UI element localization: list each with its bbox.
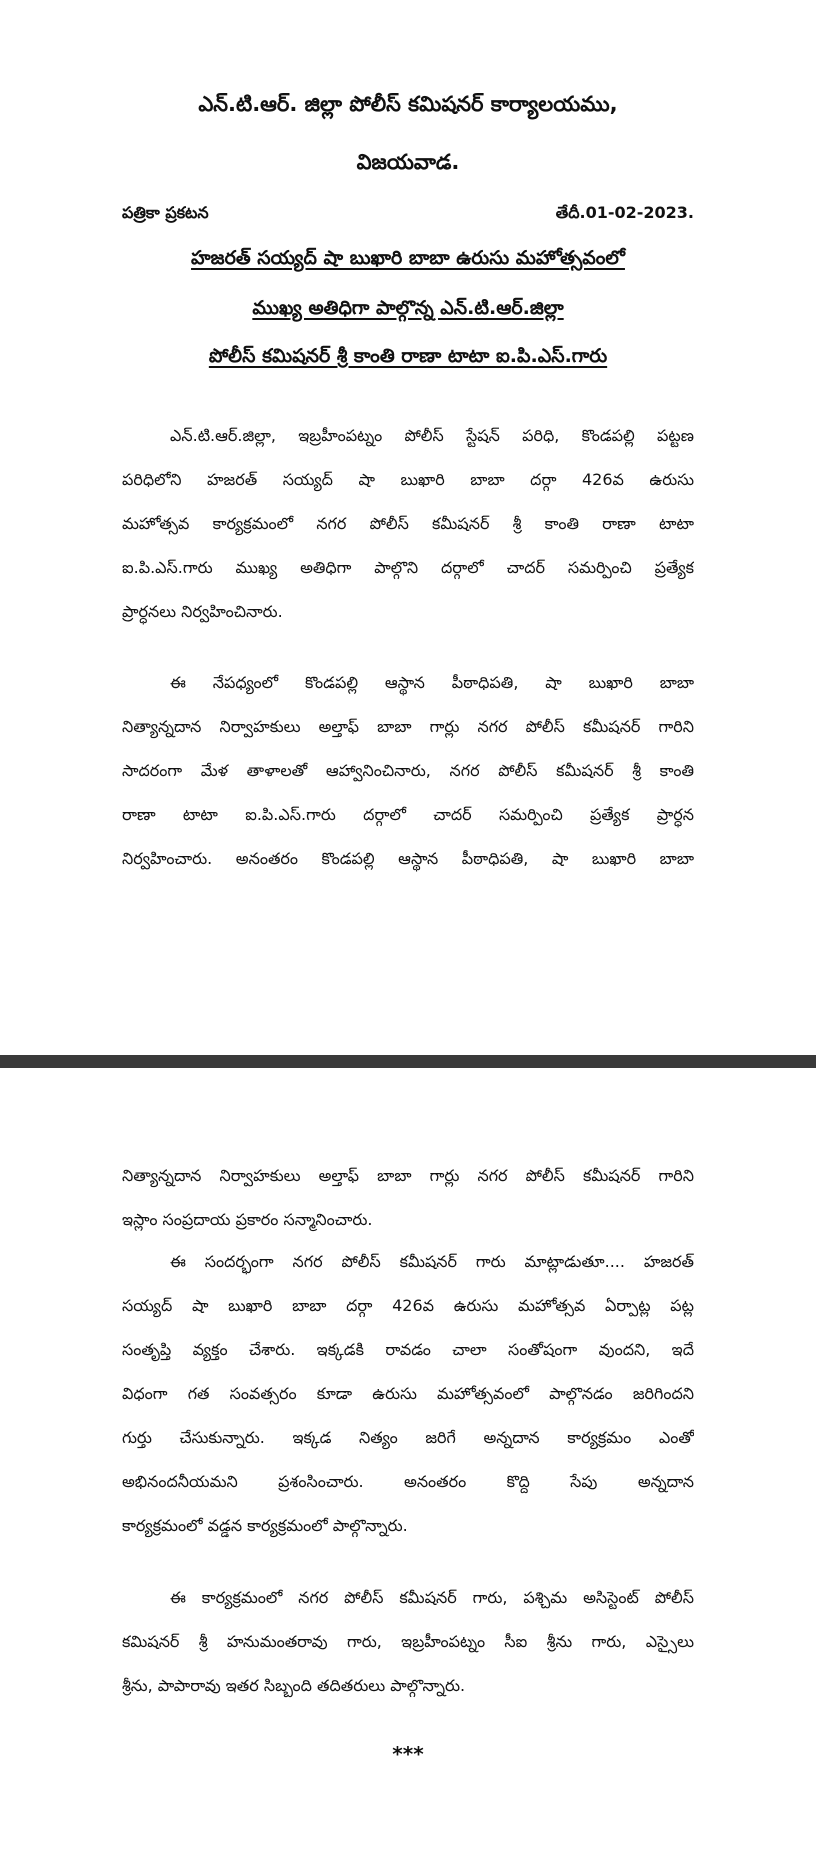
para-line: అభినందనీయమని ప్రశంసించారు. అనంతరం కొద్ది సేపు అన్నదాన <box>122 1472 694 1491</box>
para-line: శ్రీను, పాపారావు ఇతర సిబ్బంది తదితరులు పాల్గొన్నారు. <box>122 1676 466 1695</box>
headline-line-3: పోలీస్ కమిషనర్ శ్రీ కాంతి రాణా టాటా ఐ.పి.ఎస్.గారు <box>208 345 608 367</box>
para-line: సయ్యద్ షా బుఖారి బాబా దర్గా 426వ ఉరుసు మహోత్సవ ఏర్పాట్ల పట్ల <box>122 1296 694 1315</box>
para-line: ఈ సందర్భంగా నగర పోలీస్ కమీషనర్ గారు మాట్లాడుతూ.... హజరత్ <box>170 1252 694 1271</box>
paragraph-1 <box>122 414 694 634</box>
page-separator <box>0 1055 816 1068</box>
paragraph-5 <box>122 1576 694 1708</box>
para-line: ఇస్లాం సంప్రదాయ ప్రకారం సన్మానించారు. <box>122 1210 373 1229</box>
para-line: ఐ.పి.ఎస్.గారు ముఖ్య అతిధిగా పాల్గొని దర్గాలో చాదర్ సమర్పించి ప్రత్యేక <box>122 558 694 577</box>
para-line: పరిధిలోని హజరత్ సయ్యద్ షా బుఖారి బాబా దర్గా 426వ ఉరుసు <box>122 470 694 489</box>
end-marker: *** <box>392 1742 424 1766</box>
para-line: సాదరంగా మేళ తాళాలతో ఆహ్వానించినారు, నగర పోలీస్ కమీషనర్ శ్రీ కాంతి <box>122 761 694 780</box>
headline-line-2: ముఖ్య అతిధిగా పాల్గొన్న ఎన్.టి.ఆర్.జిల్లా <box>252 297 564 319</box>
para-line: మహోత్సవ కార్యక్రమంలో నగర పోలీస్ కమీషనర్ శ్రీ కాంతి రాణా టాటా <box>122 514 694 533</box>
paragraph-3 <box>122 1154 694 1242</box>
para-line: గుర్తు చేసుకున్నారు. ఇక్కడ నిత్యం జరిగే అన్నదాన కార్యక్రమం ఎంతో <box>122 1428 694 1447</box>
para-line: నిత్యాన్నదాన నిర్వాహకులు అల్తాఫ్ బాబా గార్లు నగర పోలీస్ కమీషనర్ గారిని <box>122 1166 694 1185</box>
para-line: కార్యక్రమంలో వడ్డన కార్యక్రమంలో పాల్గొన్నారు. <box>122 1516 408 1535</box>
press-release-label: పత్రికా ప్రకటన <box>122 203 209 222</box>
meta-row <box>122 203 694 226</box>
para-line: కమిషనర్ శ్రీ హనుమంతరావు గారు, ఇబ్రహీంపట్నం సీఐ శ్రీను గారు, ఎస్సైలు <box>122 1632 694 1651</box>
para-line: సంతృప్తి వ్యక్తం చేశారు. ఇక్కడకి రావడం చాలా సంతోషంగా వుందని, ఇదే <box>122 1340 694 1359</box>
office-title: ఎన్.టి.ఆర్. జిల్లా పోలీస్ కమిషనర్ కార్యాలయము, <box>198 92 618 116</box>
para-line: ప్రార్ధనలు నిర్వహించినారు. <box>122 602 283 621</box>
paragraph-2 <box>122 661 694 881</box>
office-city: విజయవాడ. <box>356 150 460 174</box>
para-line: ఎన్.టి.ఆర్.జిల్లా, ఇబ్రహీంపట్నం పోలీస్ స్టేషన్ పరిధి, కొండపల్లి పట్టణ <box>170 426 694 445</box>
para-line: రాణా టాటా ఐ.పి.ఎస్.గారు దర్గాలో చాదర్ సమర్పించి ప్రత్యేక ప్రార్ధన <box>122 805 694 824</box>
para-line: నిత్యాన్నదాన నిర్వాహకులు అల్తాఫ్ బాబా గార్లు నగర పోలీస్ కమీషనర్ గారిని <box>122 717 694 736</box>
para-line: ఈ నేపధ్యంలో కొండపల్లి ఆస్థాన పీఠాధిపతి, షా బుఖారి బాబా <box>170 673 694 692</box>
paragraph-4 <box>122 1240 694 1548</box>
headline-line-1: హజరత్ సయ్యద్ షా బుఖారి బాబా ఉరుసు మహోత్సవంలో <box>191 247 625 269</box>
para-line: ఈ కార్యక్రమంలో నగర పోలీస్ కమీషనర్ గారు, పశ్చిమ అసిస్టెంట్ పోలీస్ <box>170 1588 694 1607</box>
para-line: విధంగా గత సంవత్సరం కూడా ఉరుసు మహోత్సవంలో పాల్గొనడం జరిగిందని <box>122 1384 694 1403</box>
para-line: నిర్వహించారు. అనంతరం కొండపల్లి ఆస్థాన పీఠాధిపతి, షా బుఖారి బాబా <box>122 849 694 868</box>
release-date: తేదీ.01-02-2023. <box>555 203 694 222</box>
